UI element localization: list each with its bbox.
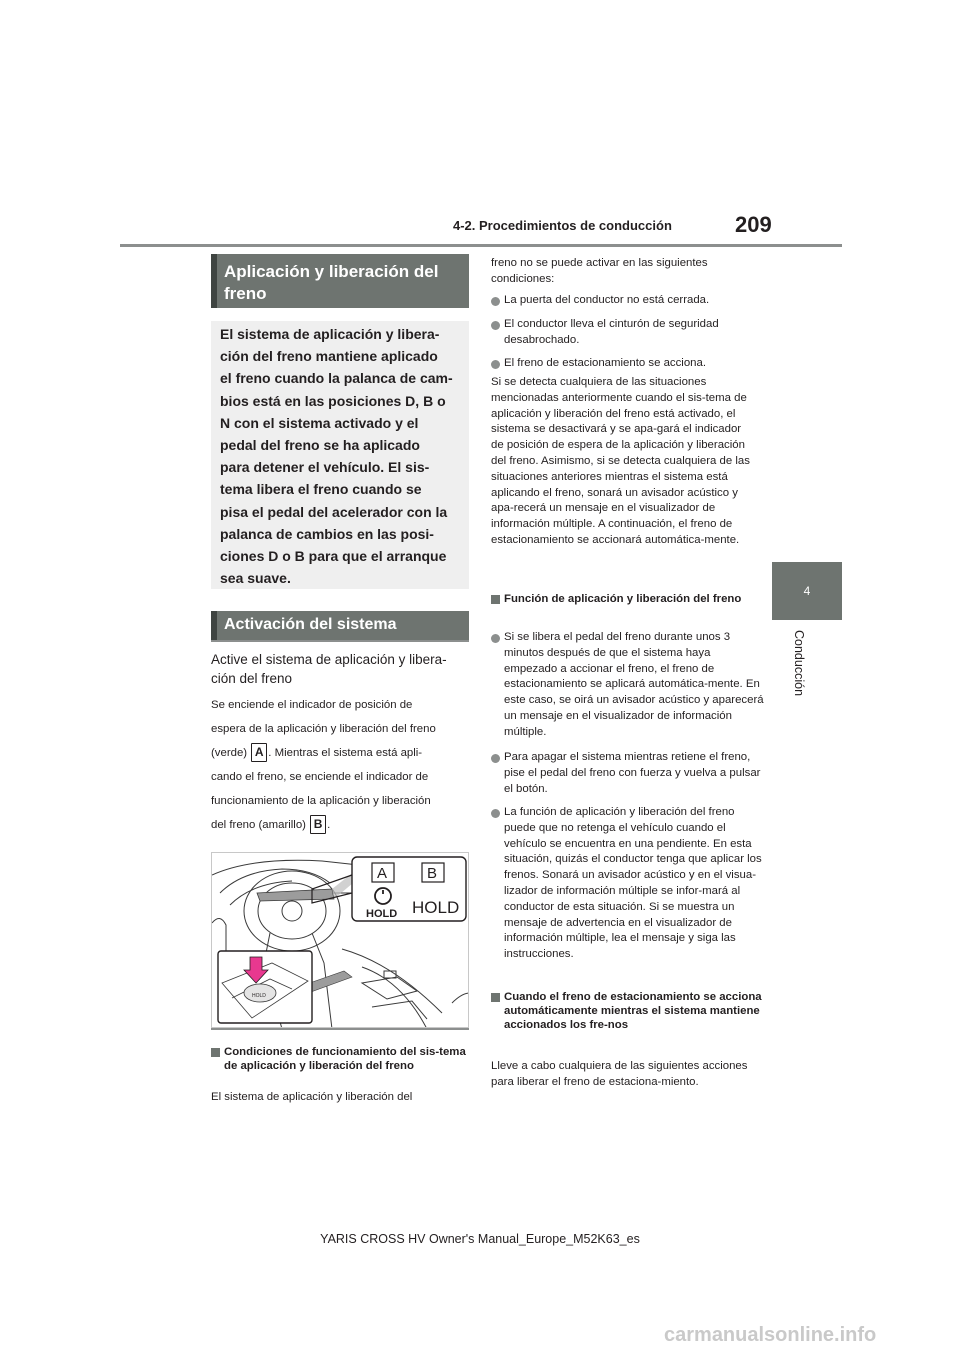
hold-operating-text: HOLD <box>412 898 460 917</box>
summary-line: palanca de cambios en las posi- <box>220 525 434 542</box>
heading-divider <box>211 640 469 642</box>
summary-line: el freno cuando la palanca de cam- <box>220 370 453 387</box>
conditions-continued: freno no se puede activar en las siguientes condiciones: <box>491 257 708 285</box>
section-heading-apply-release: Aplicación y liberación del freno <box>211 254 469 308</box>
desc-text: . Mientras el sistema está apli- <box>268 747 423 759</box>
dashboard-drawing <box>212 853 469 1028</box>
conditions-paragraph: El sistema de aplicación y liberación del <box>211 1091 413 1103</box>
intro-line: ción del freno <box>211 671 293 686</box>
chapter-label: Conducción <box>792 630 806 697</box>
label-b: B <box>427 865 438 882</box>
function-bullet: Para apagar el sistema mientras retiene el freno, pise el pedal del freno con fuerza y vuelva a pulsar el botón. <box>491 750 766 797</box>
parking-brake-title: Cuando el freno de estacionamiento se acciona automáticamente mientras el sistema mantiene accionados los fre-nos <box>491 991 766 1032</box>
function-title: Función de aplicación y liberación del freno <box>491 593 766 607</box>
intro-line: Active el sistema de aplicación y libera- <box>211 652 447 667</box>
parking-brake-paragraph: Lleve a cabo cualquiera de las siguientes acciones para liberar el freno de estaciona-miento. <box>491 1060 748 1088</box>
summary-line: para detener el vehículo. El sis- <box>220 459 430 476</box>
summary-line: sea suave. <box>220 570 291 587</box>
summary-line: pedal del freno se ha aplicado <box>220 437 420 454</box>
figure-divider <box>211 1028 469 1030</box>
detection-paragraph: Si se detecta cualquiera de las situaciones mencionadas anteriormente cuando el sis-tema de aplicación y liberación del freno está activado, el sistema se desactivará y se apa-gará el indicador de posición de espera de la aplicación y liberación del freno. Asimismo, si se detecta cualquiera de las situaciones anteriores mientras el sistema está aplicando el freno, sonará un avisador acústico y apa-recerá un mensaje en el visualizador de información múltiple. A continuación, el freno de estacionamiento se accionará automática-mente. <box>491 376 750 546</box>
button-hold-text: HOLD <box>252 993 266 999</box>
hold-system-illustration <box>211 852 469 1028</box>
summary-line: ciones D o B para que el arranque <box>220 548 447 565</box>
indicator-b-badge: B <box>310 815 326 834</box>
desc-line: funcionamiento de la aplicación y liberación <box>211 795 431 807</box>
summary-line: El sistema de aplicación y libera- <box>220 326 440 342</box>
summary-line: pisa el pedal del acelerador con la <box>220 503 448 520</box>
desc-text: del freno (amarillo) <box>211 819 306 831</box>
desc-line <box>211 741 473 765</box>
summary-line: bios está en las posiciones D, B o <box>220 392 446 409</box>
conditions-title: Condiciones de funcionamiento del sis-tema de aplicación y liberación del freno <box>211 1046 482 1074</box>
desc-line: espera de la aplicación y liberación del freno <box>211 723 436 735</box>
desc-line: Se enciende el indicador de posición de <box>211 699 413 711</box>
summary-line: ción del freno mantiene aplicado <box>220 348 438 365</box>
hold-standby-text: HOLD <box>366 908 398 920</box>
activation-intro <box>211 650 473 688</box>
desc-text: (verde) <box>211 747 248 759</box>
footer-manual-id: YARIS CROSS HV Owner's Manual_Europe_M52K63_es <box>320 1232 640 1246</box>
function-bullet: La función de aplicación y liberación del freno puede que no retenga el vehículo cuando el vehículo se encuentra en una pendiente. En esta situación, quizás el conductor tenga que aplicar los frenos. Sonará un avisador acústico y en el visua-lizador de información múltiple se infor-mará al conductor de esta situación. Si se muestra un mensaje de advertencia en el visualizador de información múltiple, lea el mensaje y siga las instrucciones. <box>491 805 766 963</box>
indicator-a-badge: A <box>251 743 267 762</box>
summary-box <box>211 321 469 589</box>
summary-line: tema libera el freno cuando se <box>220 481 422 498</box>
activation-description <box>211 693 473 837</box>
watermark: carmanualsonline.info <box>664 1324 877 1346</box>
section-title: 4-2. Procedimientos de conducción <box>453 218 672 233</box>
page-number: 209 <box>735 212 772 237</box>
desc-line: cando el freno, se enciende el indicador de <box>211 771 429 783</box>
function-bullet: Si se libera el pedal del freno durante unos 3 minutos después de que el sistema haya empezado a accionar el freno, el freno de estacionamiento se aplicará automática-mente. En este caso, se oirá un avisador acústico y aparecerá un mensaje en el visualizador de información múltiple. <box>491 630 766 741</box>
label-a: A <box>377 865 388 882</box>
chapter-number: 4 <box>803 584 811 598</box>
section-heading-activation: Activación del sistema <box>211 611 469 640</box>
desc-text: . <box>327 819 331 831</box>
chapter-tab[interactable] <box>772 562 842 620</box>
summary-line: N con el sistema activado y el <box>220 414 419 431</box>
condition-bullet: El freno de estacionamiento se acciona. <box>491 356 766 372</box>
header-divider <box>120 244 842 247</box>
condition-bullet: El conductor lleva el cinturón de seguridad desabrochado. <box>491 317 766 349</box>
condition-bullet: La puerta del conductor no está cerrada. <box>491 293 766 309</box>
desc-line <box>211 813 473 837</box>
